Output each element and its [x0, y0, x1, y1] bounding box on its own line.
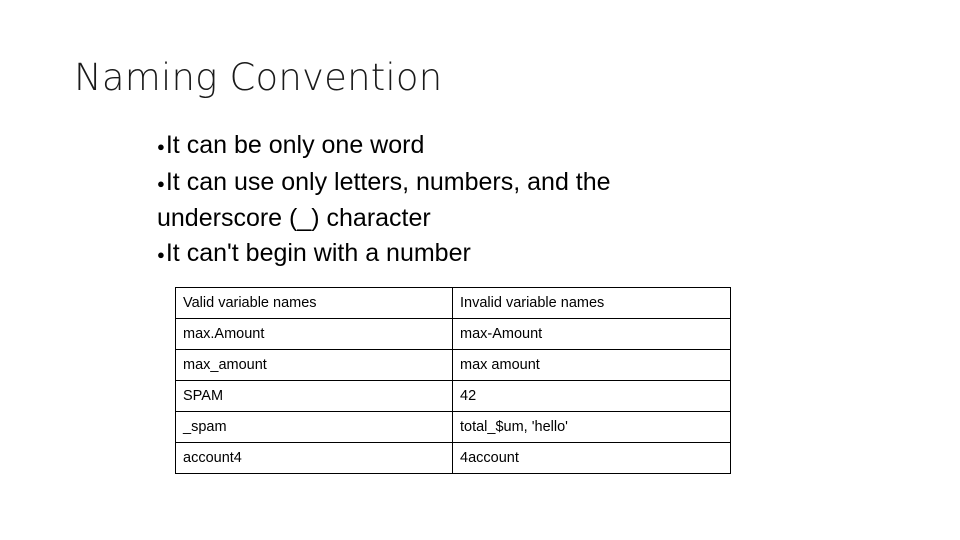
table-row: [176, 412, 731, 443]
bullet-item: [157, 165, 717, 202]
valid-name-cell: max.Amount: [176, 319, 453, 350]
slide-title: Naming Convention: [74, 56, 443, 99]
bullet-continuation: [157, 201, 717, 236]
table-row: [176, 319, 731, 350]
valid-name-cell: _spam: [176, 412, 453, 443]
table-row: [176, 381, 731, 412]
invalid-name-cell: max-Amount: [453, 319, 731, 350]
bullet-item: [157, 236, 717, 273]
valid-name-cell: max_amount: [176, 350, 453, 381]
variable-names-table: [175, 287, 731, 474]
bullet-item: [157, 128, 717, 165]
bullet-dot-icon: ●: [157, 246, 165, 262]
bullet-text: It can use only letters, numbers, and the: [165, 167, 611, 196]
bullet-dot-icon: ●: [157, 139, 165, 154]
header-valid: Valid variable names: [176, 288, 453, 319]
table-header-row: [176, 288, 731, 319]
bullet-list: [157, 128, 717, 272]
bullet-text: It can't begin with a number: [165, 238, 471, 267]
valid-name-cell: account4: [176, 443, 453, 474]
bullet-text: It can be only one word: [165, 131, 425, 159]
valid-name-cell: SPAM: [176, 381, 453, 412]
table-row: [176, 350, 731, 381]
invalid-name-cell: 42: [453, 381, 731, 412]
invalid-name-cell: 4account: [453, 443, 731, 474]
table-row: [176, 443, 731, 474]
bullet-dot-icon: ●: [157, 175, 165, 191]
header-invalid: Invalid variable names: [453, 288, 731, 319]
invalid-name-cell: max amount: [453, 350, 731, 381]
invalid-name-cell: total_$um, 'hello': [453, 412, 731, 443]
bullet-text: underscore (_) character: [157, 204, 431, 232]
